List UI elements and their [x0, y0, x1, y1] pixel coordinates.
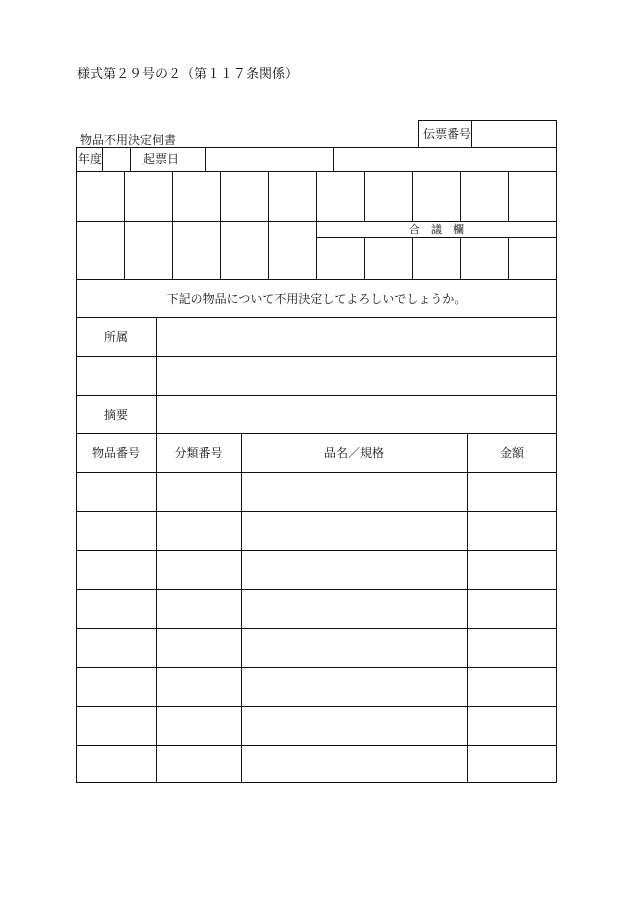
department-extra-field[interactable]: [157, 357, 556, 394]
issue-date-label: 起票日: [143, 152, 180, 166]
amount-cell[interactable]: [468, 668, 556, 705]
item-number-cell[interactable]: [77, 707, 155, 744]
fiscal-year-field[interactable]: [103, 148, 129, 170]
amount-cell[interactable]: [468, 551, 556, 588]
approval-section-label: 合 議 欄: [409, 223, 464, 236]
issue-date-field[interactable]: [206, 148, 332, 170]
amount-cell[interactable]: [468, 473, 556, 510]
amount-cell[interactable]: [468, 707, 556, 744]
category-number-cell[interactable]: [157, 746, 240, 783]
department-field[interactable]: [157, 318, 556, 355]
item-number-cell[interactable]: [77, 590, 155, 627]
department-label: 所属: [103, 330, 128, 344]
issue-date-extra-field[interactable]: [334, 148, 556, 170]
item-number-cell[interactable]: [77, 668, 155, 705]
amount-cell[interactable]: [468, 629, 556, 666]
amount-cell[interactable]: [468, 590, 556, 627]
voucher-number-field[interactable]: [472, 121, 556, 147]
amount-cell[interactable]: [468, 746, 556, 783]
item-name-cell[interactable]: [242, 746, 466, 783]
amount-cell[interactable]: [468, 512, 556, 549]
col-header-amount: 金額: [499, 446, 524, 460]
category-number-cell[interactable]: [157, 590, 240, 627]
item-number-cell[interactable]: [77, 473, 155, 510]
statement-text: 下記の物品について不用決定してよろしいでしょうか。: [166, 292, 467, 306]
item-name-cell[interactable]: [242, 473, 466, 510]
item-number-cell[interactable]: [77, 551, 155, 588]
item-name-cell[interactable]: [242, 668, 466, 705]
category-number-cell[interactable]: [157, 668, 240, 705]
item-name-cell[interactable]: [242, 512, 466, 549]
form-header: 様式第２９号の２（第１１７条関係）: [77, 67, 299, 82]
category-number-cell[interactable]: [157, 707, 240, 744]
item-name-cell[interactable]: [242, 707, 466, 744]
voucher-number-label: 伝票番号: [423, 127, 472, 141]
summary-field[interactable]: [157, 396, 556, 433]
item-name-cell[interactable]: [242, 590, 466, 627]
category-number-cell[interactable]: [157, 629, 240, 666]
item-name-cell[interactable]: [242, 629, 466, 666]
col-header-item-number: 物品番号: [91, 446, 140, 460]
category-number-cell[interactable]: [157, 551, 240, 588]
item-number-cell[interactable]: [77, 746, 155, 783]
col-header-category-number: 分類番号: [174, 446, 223, 460]
item-number-cell[interactable]: [77, 512, 155, 549]
category-number-cell[interactable]: [157, 512, 240, 549]
item-number-cell[interactable]: [77, 629, 155, 666]
fiscal-year-label: 年度: [78, 152, 103, 166]
form-title: 物品不用決定伺書: [80, 133, 177, 147]
item-name-cell[interactable]: [242, 551, 466, 588]
col-header-item-name-spec: 品名／規格: [323, 446, 384, 460]
summary-label: 摘要: [103, 408, 128, 422]
category-number-cell[interactable]: [157, 473, 240, 510]
